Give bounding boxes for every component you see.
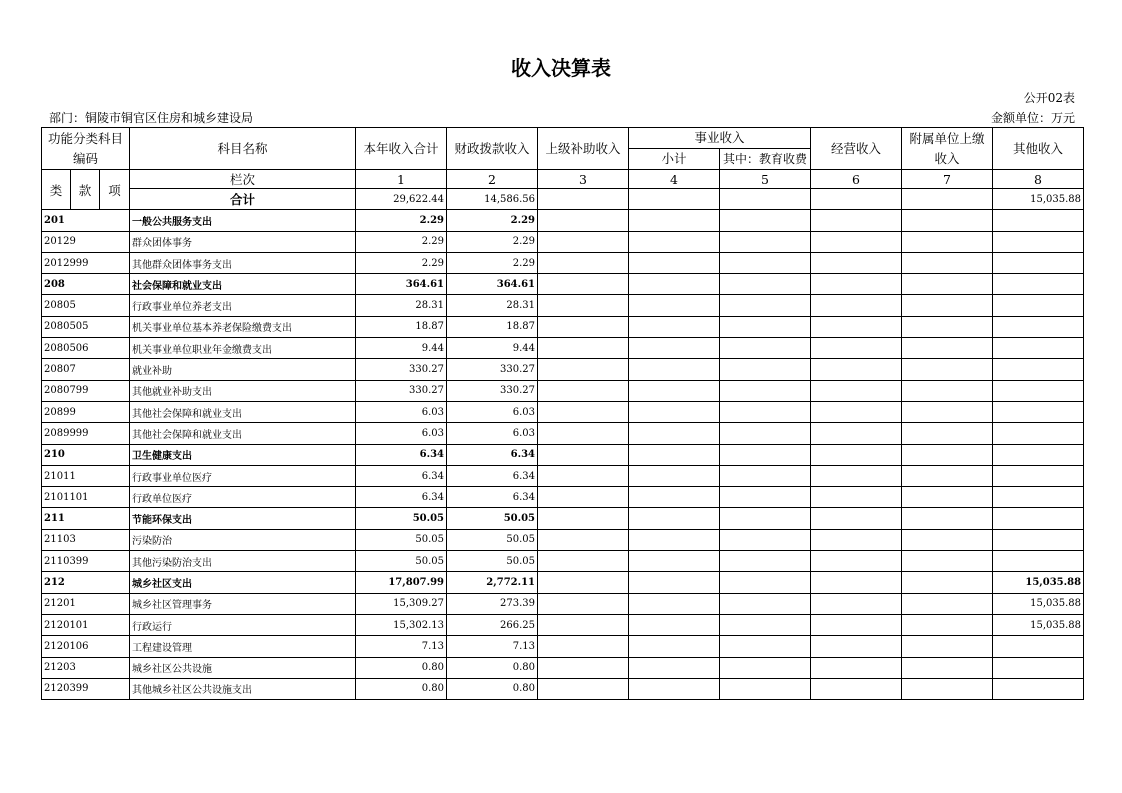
row-upper (538, 210, 629, 231)
row-education (720, 614, 811, 635)
row-affiliated (902, 423, 993, 444)
row-total: 7.13 (356, 636, 447, 657)
row-fiscal: 50.05 (447, 529, 538, 550)
row-operating (811, 465, 902, 486)
row-affiliated (902, 316, 993, 337)
row-upper (538, 636, 629, 657)
table-row (42, 572, 1084, 593)
row-affiliated (902, 231, 993, 252)
row-education (720, 274, 811, 295)
row-upper (538, 508, 629, 529)
table-row (42, 380, 1084, 401)
row-name: 其他污染防治支出 (130, 551, 356, 572)
row-education (720, 338, 811, 359)
row-fiscal: 364.61 (447, 274, 538, 295)
table-row (42, 231, 1084, 252)
row-subtotal (629, 678, 720, 699)
row-affiliated (902, 380, 993, 401)
header-education: 其中：教育收费 (720, 149, 811, 170)
row-code: 2101101 (42, 487, 130, 508)
table-row (42, 593, 1084, 614)
row-fiscal: 2.29 (447, 252, 538, 273)
row-subtotal (629, 401, 720, 422)
row-fiscal: 9.44 (447, 338, 538, 359)
table-row (42, 338, 1084, 359)
table-row (42, 657, 1084, 678)
table-row (42, 678, 1084, 699)
row-fiscal: 266.25 (447, 614, 538, 635)
row-other: 15,035.88 (993, 593, 1084, 614)
table-row (42, 508, 1084, 529)
amount-unit-label: 金额单位：万元 (990, 111, 1075, 125)
row-other (993, 338, 1084, 359)
row-other (993, 274, 1084, 295)
header-other: 其他收入 (993, 128, 1084, 170)
row-education (720, 572, 811, 593)
row-operating (811, 551, 902, 572)
row-other (993, 380, 1084, 401)
row-subtotal (629, 487, 720, 508)
row-upper (538, 359, 629, 380)
col-number: 3 (538, 170, 629, 189)
row-operating (811, 316, 902, 337)
column-number-row (42, 170, 1084, 189)
income-final-account-table (41, 127, 1084, 700)
page-title: 收入决算表 (511, 56, 611, 80)
row-other (993, 678, 1084, 699)
header-name: 科目名称 (130, 128, 356, 170)
row-upper (538, 465, 629, 486)
row-affiliated (902, 678, 993, 699)
row-code: 20807 (42, 359, 130, 380)
row-name: 行政事业单位养老支出 (130, 295, 356, 316)
row-fiscal: 28.31 (447, 295, 538, 316)
row-name: 节能环保支出 (130, 508, 356, 529)
row-upper (538, 401, 629, 422)
row-subtotal (629, 359, 720, 380)
row-name: 城乡社区管理事务 (130, 593, 356, 614)
row-subtotal (629, 316, 720, 337)
row-education (720, 551, 811, 572)
row-code: 20899 (42, 401, 130, 422)
row-education (720, 401, 811, 422)
row-affiliated (902, 657, 993, 678)
total-other: 15,035.88 (993, 189, 1084, 210)
row-affiliated (902, 551, 993, 572)
header-total: 本年收入合计 (356, 128, 447, 170)
row-name: 行政运行 (130, 614, 356, 635)
row-code: 2120101 (42, 614, 130, 635)
row-total: 6.34 (356, 444, 447, 465)
row-code: 21103 (42, 529, 130, 550)
row-operating (811, 487, 902, 508)
table-row (42, 465, 1084, 486)
row-fiscal: 2.29 (447, 210, 538, 231)
row-affiliated (902, 401, 993, 422)
row-upper (538, 316, 629, 337)
row-subtotal (629, 636, 720, 657)
row-name: 工程建设管理 (130, 636, 356, 657)
row-upper (538, 380, 629, 401)
row-upper (538, 593, 629, 614)
row-subtotal (629, 551, 720, 572)
table-row (42, 551, 1084, 572)
row-other (993, 252, 1084, 273)
row-affiliated (902, 274, 993, 295)
row-total: 15,302.13 (356, 614, 447, 635)
row-education (720, 657, 811, 678)
row-total: 6.34 (356, 487, 447, 508)
row-education (720, 316, 811, 337)
row-code: 21011 (42, 465, 130, 486)
row-subtotal (629, 295, 720, 316)
table-row (42, 444, 1084, 465)
row-education (720, 444, 811, 465)
row-name: 一般公共服务支出 (130, 210, 356, 231)
header-kuan: 款 (71, 170, 100, 210)
row-other (993, 210, 1084, 231)
total-upper (538, 189, 629, 210)
row-code: 20805 (42, 295, 130, 316)
header-lei: 类 (42, 170, 71, 210)
row-subtotal (629, 380, 720, 401)
row-name: 行政事业单位医疗 (130, 465, 356, 486)
table-row (42, 210, 1084, 231)
row-code: 208 (42, 274, 130, 295)
row-fiscal: 330.27 (447, 359, 538, 380)
row-affiliated (902, 465, 993, 486)
department-label: 部门：铜陵市铜官区住房和城乡建设局 (49, 111, 254, 125)
col-number: 5 (720, 170, 811, 189)
table-row (42, 252, 1084, 273)
row-name: 机关事业单位基本养老保险缴费支出 (130, 316, 356, 337)
row-total: 2.29 (356, 231, 447, 252)
row-code: 2012999 (42, 252, 130, 273)
row-name: 行政单位医疗 (130, 487, 356, 508)
row-upper (538, 423, 629, 444)
row-code: 2089999 (42, 423, 130, 444)
row-total: 50.05 (356, 529, 447, 550)
row-fiscal: 6.34 (447, 444, 538, 465)
row-operating (811, 636, 902, 657)
row-subtotal (629, 593, 720, 614)
total-amount: 29,622.44 (356, 189, 447, 210)
row-other (993, 657, 1084, 678)
row-education (720, 423, 811, 444)
col-number: 8 (993, 170, 1084, 189)
row-code: 2110399 (42, 551, 130, 572)
col-number: 1 (356, 170, 447, 189)
row-other (993, 231, 1084, 252)
row-name: 城乡社区支出 (130, 572, 356, 593)
row-fiscal: 273.39 (447, 593, 538, 614)
header-operating: 经营收入 (811, 128, 902, 170)
row-fiscal: 6.03 (447, 401, 538, 422)
row-operating (811, 359, 902, 380)
row-other: 15,035.88 (993, 614, 1084, 635)
row-name: 污染防治 (130, 529, 356, 550)
row-education (720, 359, 811, 380)
row-total: 6.03 (356, 423, 447, 444)
row-education (720, 487, 811, 508)
row-total: 6.34 (356, 465, 447, 486)
row-operating (811, 295, 902, 316)
row-affiliated (902, 572, 993, 593)
row-operating (811, 423, 902, 444)
row-fiscal: 6.34 (447, 465, 538, 486)
total-affiliated (902, 189, 993, 210)
row-upper (538, 231, 629, 252)
row-affiliated (902, 636, 993, 657)
table-row (42, 614, 1084, 635)
row-operating (811, 252, 902, 273)
row-operating (811, 338, 902, 359)
row-name: 其他社会保障和就业支出 (130, 401, 356, 422)
row-education (720, 593, 811, 614)
row-total: 17,807.99 (356, 572, 447, 593)
row-name: 机关事业单位职业年金缴费支出 (130, 338, 356, 359)
header-row-1 (42, 128, 1084, 149)
row-code: 212 (42, 572, 130, 593)
row-operating (811, 380, 902, 401)
row-total: 15,309.27 (356, 593, 447, 614)
row-education (720, 295, 811, 316)
header-affiliated: 附属单位上缴收入 (902, 128, 993, 170)
row-name: 社会保障和就业支出 (130, 274, 356, 295)
col-number: 2 (447, 170, 538, 189)
row-total: 2.29 (356, 210, 447, 231)
table-row (42, 401, 1084, 422)
row-name: 其他群众团体事务支出 (130, 252, 356, 273)
row-education (720, 678, 811, 699)
row-upper (538, 338, 629, 359)
total-subtotal (629, 189, 720, 210)
row-upper (538, 444, 629, 465)
row-other (993, 316, 1084, 337)
row-name: 其他社会保障和就业支出 (130, 423, 356, 444)
row-subtotal (629, 657, 720, 678)
row-upper (538, 274, 629, 295)
row-subtotal (629, 444, 720, 465)
row-name: 其他就业补助支出 (130, 380, 356, 401)
row-name: 卫生健康支出 (130, 444, 356, 465)
table-row (42, 423, 1084, 444)
row-other (993, 295, 1084, 316)
row-affiliated (902, 593, 993, 614)
row-name: 其他城乡社区公共设施支出 (130, 678, 356, 699)
col-number: 4 (629, 170, 720, 189)
row-education (720, 636, 811, 657)
row-total: 0.80 (356, 657, 447, 678)
table-row (42, 636, 1084, 657)
row-education (720, 529, 811, 550)
row-affiliated (902, 487, 993, 508)
row-fiscal: 2,772.11 (447, 572, 538, 593)
row-subtotal (629, 572, 720, 593)
row-operating (811, 508, 902, 529)
table-row (42, 316, 1084, 337)
row-fiscal: 50.05 (447, 551, 538, 572)
row-upper (538, 614, 629, 635)
row-operating (811, 444, 902, 465)
table-row (42, 359, 1084, 380)
row-other (993, 465, 1084, 486)
row-other (993, 444, 1084, 465)
total-label: 合计 (130, 189, 356, 210)
header-xiang: 项 (100, 170, 130, 210)
row-operating (811, 593, 902, 614)
table-row (42, 529, 1084, 550)
header-subtotal: 小计 (629, 149, 720, 170)
header-business: 事业收入 (629, 128, 811, 149)
row-code: 2080799 (42, 380, 130, 401)
row-code: 211 (42, 508, 130, 529)
row-total: 330.27 (356, 359, 447, 380)
row-other (993, 636, 1084, 657)
row-fiscal: 0.80 (447, 657, 538, 678)
row-subtotal (629, 614, 720, 635)
row-code: 201 (42, 210, 130, 231)
row-subtotal (629, 465, 720, 486)
row-affiliated (902, 444, 993, 465)
row-fiscal: 330.27 (447, 380, 538, 401)
row-operating (811, 231, 902, 252)
row-education (720, 252, 811, 273)
row-other (993, 529, 1084, 550)
row-total: 364.61 (356, 274, 447, 295)
row-code: 210 (42, 444, 130, 465)
row-operating (811, 614, 902, 635)
row-fiscal: 7.13 (447, 636, 538, 657)
row-total: 50.05 (356, 508, 447, 529)
row-subtotal (629, 529, 720, 550)
header-code: 功能分类科目编码 (42, 128, 130, 170)
row-operating (811, 657, 902, 678)
row-total: 330.27 (356, 380, 447, 401)
row-affiliated (902, 614, 993, 635)
row-affiliated (902, 210, 993, 231)
row-code: 2120106 (42, 636, 130, 657)
row-total: 28.31 (356, 295, 447, 316)
row-upper (538, 657, 629, 678)
row-fiscal: 2.29 (447, 231, 538, 252)
row-total: 9.44 (356, 338, 447, 359)
row-operating (811, 274, 902, 295)
total-education (720, 189, 811, 210)
row-fiscal: 6.34 (447, 487, 538, 508)
table-row (42, 487, 1084, 508)
row-subtotal (629, 423, 720, 444)
row-upper (538, 252, 629, 273)
row-code: 21203 (42, 657, 130, 678)
row-code: 2080506 (42, 338, 130, 359)
row-operating (811, 529, 902, 550)
row-education (720, 380, 811, 401)
row-upper (538, 551, 629, 572)
row-upper (538, 678, 629, 699)
row-education (720, 210, 811, 231)
row-affiliated (902, 295, 993, 316)
row-total: 6.03 (356, 401, 447, 422)
row-upper (538, 295, 629, 316)
row-other (993, 487, 1084, 508)
total-fiscal: 14,586.56 (447, 189, 538, 210)
row-fiscal: 50.05 (447, 508, 538, 529)
row-subtotal (629, 274, 720, 295)
form-number: 公开02表 (1023, 91, 1075, 105)
row-other (993, 359, 1084, 380)
header-column-no: 栏次 (130, 170, 356, 189)
row-other (993, 551, 1084, 572)
table-row (42, 274, 1084, 295)
header-fiscal: 财政拨款收入 (447, 128, 538, 170)
row-education (720, 508, 811, 529)
col-number: 7 (902, 170, 993, 189)
row-affiliated (902, 529, 993, 550)
header-upper: 上级补助收入 (538, 128, 629, 170)
row-education (720, 465, 811, 486)
row-affiliated (902, 338, 993, 359)
row-upper (538, 529, 629, 550)
row-other (993, 401, 1084, 422)
row-education (720, 231, 811, 252)
row-fiscal: 18.87 (447, 316, 538, 337)
row-code: 2120399 (42, 678, 130, 699)
row-affiliated (902, 508, 993, 529)
row-operating (811, 210, 902, 231)
row-total: 2.29 (356, 252, 447, 273)
row-other (993, 508, 1084, 529)
row-other: 15,035.88 (993, 572, 1084, 593)
total-row (42, 189, 1084, 210)
row-other (993, 423, 1084, 444)
table-row (42, 295, 1084, 316)
row-total: 50.05 (356, 551, 447, 572)
row-operating (811, 572, 902, 593)
row-name: 群众团体事务 (130, 231, 356, 252)
row-upper (538, 572, 629, 593)
row-code: 21201 (42, 593, 130, 614)
row-operating (811, 401, 902, 422)
row-upper (538, 487, 629, 508)
row-fiscal: 6.03 (447, 423, 538, 444)
row-subtotal (629, 210, 720, 231)
row-code: 2080505 (42, 316, 130, 337)
row-fiscal: 0.80 (447, 678, 538, 699)
row-total: 0.80 (356, 678, 447, 699)
row-total: 18.87 (356, 316, 447, 337)
row-code: 20129 (42, 231, 130, 252)
row-affiliated (902, 359, 993, 380)
total-operating (811, 189, 902, 210)
row-subtotal (629, 338, 720, 359)
col-number: 6 (811, 170, 902, 189)
row-subtotal (629, 252, 720, 273)
row-affiliated (902, 252, 993, 273)
row-name: 就业补助 (130, 359, 356, 380)
row-subtotal (629, 231, 720, 252)
row-name: 城乡社区公共设施 (130, 657, 356, 678)
row-operating (811, 678, 902, 699)
row-subtotal (629, 508, 720, 529)
